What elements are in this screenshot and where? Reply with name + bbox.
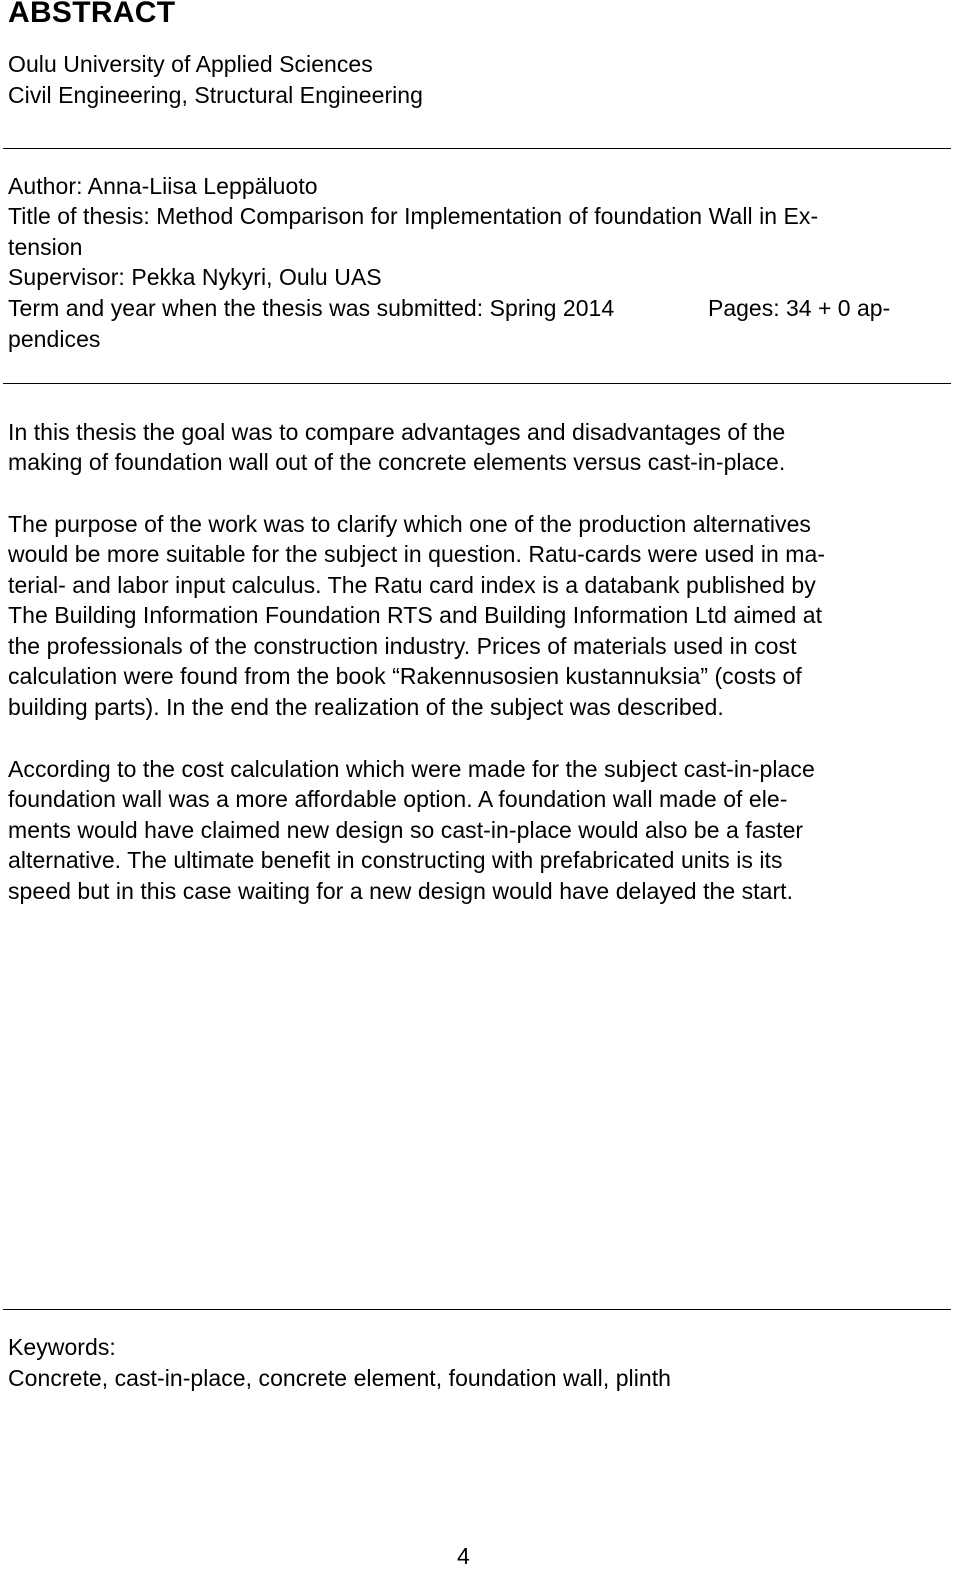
paragraph-line: ments would have claimed new design so cast-in-place would also be a faster (8, 817, 804, 843)
paragraph-line: foundation wall was a more affordable option. A foundation wall made of ele- (8, 786, 788, 812)
thesis-title-line-2: tension (8, 234, 83, 260)
keywords-label: Keywords: (8, 1334, 116, 1360)
pages-line-1: Pages: 34 + 0 ap- (708, 295, 891, 321)
pages-line-2: pendices (8, 326, 101, 352)
paragraph-line: According to the cost calculation which were made for the subject cast-in-place (8, 756, 815, 782)
divider-bottom (3, 1309, 951, 1310)
author-line: Author: Anna-Liisa Leppäluoto (8, 173, 318, 199)
keywords-value: Concrete, cast-in-place, concrete element, foundation wall, plinth (8, 1365, 671, 1391)
divider-top (3, 148, 951, 149)
institution-name: Oulu University of Applied Sciences (8, 51, 373, 77)
paragraph-line: The Building Information Foundation RTS and Building Information Ltd aimed at (8, 602, 823, 628)
paragraph-line: calculation were found from the book “Rakennusosien kustannuksia” (costs of (8, 663, 802, 689)
paragraph-line: In this thesis the goal was to compare advantages and disadvantages of the (8, 419, 786, 445)
paragraph-line: building parts). In the end the realization of the subject was described. (8, 694, 724, 720)
page-number: 4 (457, 1543, 470, 1569)
divider-middle (3, 383, 951, 384)
degree-programme: Civil Engineering, Structural Engineering (8, 82, 423, 108)
paragraph-line: would be more suitable for the subject in question. Ratu-cards were used in ma- (8, 541, 826, 567)
paragraph-line: alternative. The ultimate benefit in constructing with prefabricated units is its (8, 847, 783, 873)
thesis-title-line-1: Title of thesis: Method Comparison for Implementation of foundation Wall in Ex- (8, 203, 819, 229)
paragraph-line: The purpose of the work was to clarify which one of the production alternatives (8, 511, 811, 537)
term-line: Term and year when the thesis was submitted: Spring 2014 (8, 295, 615, 321)
page-heading: ABSTRACT (8, 0, 176, 29)
paragraph-line: speed but in this case waiting for a new design would have delayed the start. (8, 878, 794, 904)
paragraph-line: terial- and labor input calculus. The Ratu card index is a databank published by (8, 572, 816, 598)
paragraph-line: the professionals of the construction industry. Prices of materials used in cost (8, 633, 797, 659)
paragraph-line: making of foundation wall out of the concrete elements versus cast-in-place. (8, 449, 786, 475)
supervisor-line: Supervisor: Pekka Nykyri, Oulu UAS (8, 264, 382, 290)
